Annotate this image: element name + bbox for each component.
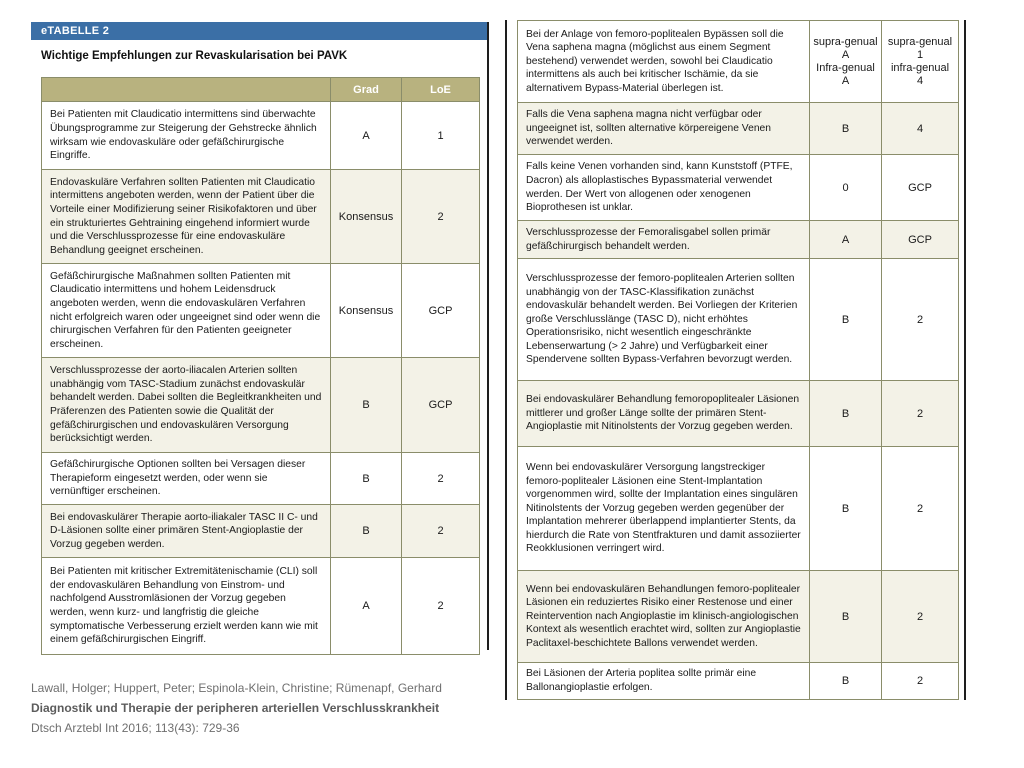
table-row <box>518 571 959 663</box>
grade-infra-label: Infra-genual <box>816 61 875 74</box>
grade-supra-label: supra-genual <box>813 35 878 48</box>
recommendation-text: Bei Patienten mit Claudicatio intermittens sind überwachte Übungsprogramme zur Steigerung der Gehstrecke ähnlich wirksam wie endovaskuläre oder gefäßchirurgische Eingriffe. <box>42 102 331 170</box>
table-row <box>518 103 959 155</box>
loe-value: 1 <box>402 102 480 170</box>
header-grad: Grad <box>331 78 402 102</box>
recommendation-text: Bei endovaskulärer Behandlung femoropoplitealer Läsionen mittlerer und großer Länge sollte der primären Stent-Angioplastie mit Nitinolstents der Vorzug gegeben werden. <box>518 381 810 447</box>
table-title: Wichtige Empfehlungen zur Revaskularisation bei PAVK <box>41 50 348 62</box>
recommendations-table-left <box>41 77 480 655</box>
recommendation-text: Bei der Anlage von femoro-poplitealen Bypässen soll die Vena saphena magna (möglichst aus einem Segment bestehend) verwendet werden, sowohl bei Claudicatio intermittens als auch bei kritischer Ischämie, da sie alternativem Bypass-Material überlegen ist. <box>518 21 810 103</box>
table-row <box>518 259 959 381</box>
table-row <box>42 558 480 655</box>
loe-value: 2 <box>882 381 959 447</box>
recommendation-text: Wenn bei endovaskulären Behandlungen femoro-poplitealer Läsionen ein reduziertes Risiko einer Restenose und einer Reintervention nach Angioplastie im klinisch-angiologischen Kontext als wesentlich erachtet wird, sollten zur Angioplastie Paclitaxel-beschichtete Ballons verwendet werden. <box>518 571 810 663</box>
recommendation-text: Endovaskuläre Verfahren sollten Patienten mit Claudicatio intermittens angeboten werden, wenn der Patient über die Vorteile einer Modifizierung seiner Risikofaktoren und über ein strukturiertes Gehtraining eingehend informiert wurde und die Verschlussprozesse für eine endovaskuläre Behandlung geeignet erscheinen. <box>42 170 331 264</box>
grade-value: A <box>331 558 402 655</box>
table-row <box>518 221 959 259</box>
loe-value <box>882 21 959 103</box>
grade-value: Konsensus <box>331 170 402 264</box>
table-row <box>42 358 480 453</box>
grade-value: B <box>810 663 882 700</box>
recommendation-text: Gefäßchirurgische Maßnahmen sollten Patienten mit Claudicatio intermittens und hohem Leidensdruck angeboten werden, wenn die endovaskulären Verfahren nicht erfolgreich waren oder ungeeignet sind oder wenn die chirurgischen Verfahren für den Patienten geeigneter erscheinen. <box>42 264 331 358</box>
grade-supra-value: A <box>841 48 850 61</box>
loe-value: 2 <box>402 505 480 558</box>
citation-block <box>31 678 501 738</box>
recommendation-text: Falls die Vena saphena magna nicht verfügbar oder ungeeignet ist, sollten alternative körpereigene Venen verwendet werden. <box>518 103 810 155</box>
loe-value: 2 <box>882 663 959 700</box>
grade-value: B <box>810 571 882 663</box>
table-row <box>518 21 959 103</box>
loe-value: 2 <box>402 170 480 264</box>
grade-value: A <box>810 221 882 259</box>
table-row <box>518 381 959 447</box>
table-row <box>518 663 959 700</box>
recommendation-text: Verschlussprozesse der aorto-iliacalen Arterien sollten unabhängig vom TASC-Stadium zunächst endovaskulär behandelt werden. Dabei sollten die Begleitkrankheiten und Präferenzen des Patienten sowie die Qualität der gefäßchirurgischen und endovaskulären Versorgung berücksichtigt werden. <box>42 358 331 453</box>
loe-value: 2 <box>402 558 480 655</box>
recommendation-text: Bei Patienten mit kritischer Extremitätenischamie (CLI) soll der endovaskulären Behandlung von Einstrom- und nachfolgend Ausstromläsionen der Vorzug gegeben werden, wenn kurz- und langfristig die gleiche symptomatische Verbesserung erzielt werden kann wie mit einem gefäßchirurgischen Eingriff. <box>42 558 331 655</box>
grade-value <box>810 21 882 103</box>
loe-infra-label: infra-genual <box>890 61 950 74</box>
grade-value: A <box>331 102 402 170</box>
grade-value: B <box>331 358 402 453</box>
loe-value: 2 <box>882 571 959 663</box>
table-row <box>42 264 480 358</box>
recommendation-text: Falls keine Venen vorhanden sind, kann Kunststoff (PTFE, Dacron) als alloplastisches Bypassmaterial verwendet werden. Der Wert von allogenen oder xenogenen Bioprothesen ist unklar. <box>518 155 810 221</box>
etabelle-label: eTABELLE 2 <box>31 22 487 40</box>
grade-value: B <box>810 103 882 155</box>
loe-value: GCP <box>882 155 959 221</box>
loe-value: GCP <box>402 358 480 453</box>
citation-authors: Lawall, Holger; Huppert, Peter; Espinola-Klein, Christine; Rümenapf, Gerhard <box>31 681 442 695</box>
grade-value: B <box>331 453 402 505</box>
loe-value: 2 <box>882 447 959 571</box>
grade-value: Konsensus <box>331 264 402 358</box>
table-row <box>518 155 959 221</box>
grade-value: 0 <box>810 155 882 221</box>
header-blank-cell <box>42 78 331 102</box>
citation-title: Diagnostik und Therapie der peripheren arteriellen Verschlusskrankheit <box>31 701 440 715</box>
loe-value: 2 <box>882 259 959 381</box>
table-row <box>42 505 480 558</box>
table-row <box>518 447 959 571</box>
table-row <box>42 453 480 505</box>
grade-infra-value: A <box>841 74 850 87</box>
citation-journal: Dtsch Arztebl Int 2016; 113(43): 729-36 <box>31 721 240 735</box>
recommendation-text: Verschlussprozesse der Femoralisgabel sollen primär gefäßchirurgisch behandelt werden. <box>518 221 810 259</box>
recommendation-text: Gefäßchirurgische Optionen sollten bei Versagen dieser Therapieform eingesetzt werden, oder wenn sie vernünftiger erscheinen. <box>42 453 331 505</box>
loe-value: 2 <box>402 453 480 505</box>
header-loe: LoE <box>402 78 480 102</box>
recommendation-text: Verschlussprozesse der femoro-poplitealen Arterien sollten unabhängig von der TASC-Klassifikation zunächst endovaskulär behandelt werden. Bei Vorliegen der Kriterien große Verschlusslänge (TASC D), nicht erhöhtes Operationsrisiko, nicht wesentlich eingeschränkte Lebenserwartung (> 2 Jahre) und Verfügbarkeit einer Spendervene sollten Bypass-Verfahren bevorzugt werden. <box>518 259 810 381</box>
loe-supra-value: 1 <box>916 48 924 61</box>
loe-infra-value: 4 <box>916 74 924 87</box>
loe-value: 4 <box>882 103 959 155</box>
right-table-panel <box>505 20 966 700</box>
grade-value: B <box>810 381 882 447</box>
recommendation-text: Bei endovaskulärer Therapie aorto-iliakaler TASC II C- und D-Läsionen sollte einer primären Stent-Angioplastie der Vorzug gegeben werden. <box>42 505 331 558</box>
left-table-panel <box>31 22 489 650</box>
table-row <box>42 170 480 264</box>
table-header-row <box>42 78 480 102</box>
grade-value: B <box>810 259 882 381</box>
grade-value: B <box>810 447 882 571</box>
recommendation-text: Bei Läsionen der Arteria poplitea sollte primär eine Ballonangioplastie erfolgen. <box>518 663 810 700</box>
loe-value: GCP <box>882 221 959 259</box>
table-row <box>42 102 480 170</box>
recommendation-text: Wenn bei endovaskulärer Versorgung langstreckiger femoro-poplitealer Läsionen eine Stent-Implantation vorgenommen wird, sollte der Implantation eines singulären Nitinolstents der Vorzug gegeben werden gegenüber der Implantation mehrerer überlappend implantierter Stents, da hierdurch die Rate von Stentfrakturen und damit assoziierter Reokklusionen verringert wird. <box>518 447 810 571</box>
recommendations-table-right <box>517 20 959 700</box>
loe-value: GCP <box>402 264 480 358</box>
loe-supra-label: supra-genual <box>887 35 953 48</box>
grade-value: B <box>331 505 402 558</box>
